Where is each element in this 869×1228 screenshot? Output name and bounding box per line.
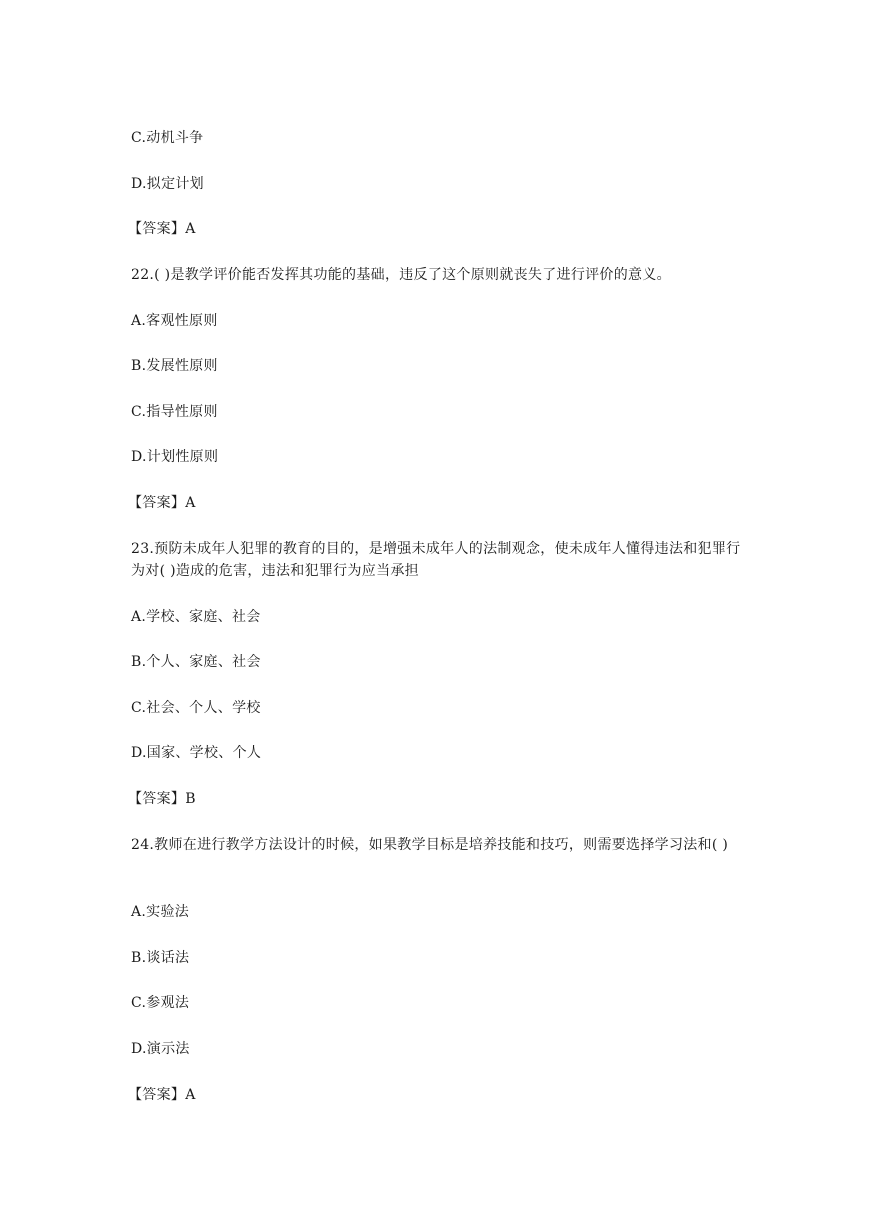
question-23-stem: 23.预防未成年人犯罪的教育的目的，是增强未成年人的法制观念，使未成年人懂得违法和犯罪行为对( )造成的危害，违法和犯罪行为应当承担 <box>131 541 741 579</box>
answer-line: 【答案】A <box>128 221 196 237</box>
q24-option-a: A.实验法 <box>131 904 190 920</box>
question-22-stem: 22.( )是教学评价能否发挥其功能的基础，违反了这个原则就丧失了进行评价的意义。 <box>131 267 671 283</box>
question-24-stem: 24.教师在进行教学方法设计的时候，如果教学目标是培养技能和技巧，则需要选择学习法和( ) <box>131 837 729 853</box>
q23-option-c: C.社会、个人、学校 <box>131 700 261 716</box>
q22-option-b: B.发展性原则 <box>131 358 218 374</box>
q24-option-b: B.谈话法 <box>131 950 190 966</box>
q24-option-c: C.参观法 <box>131 995 190 1011</box>
q23-option-d: D.国家、学校、个人 <box>131 745 262 761</box>
q24-option-d: D.演示法 <box>131 1041 190 1057</box>
q23-option-b: B.个人、家庭、社会 <box>131 654 261 670</box>
q22-option-d: D.计划性原则 <box>131 449 219 465</box>
q23-option-a: A.学校、家庭、社会 <box>131 609 261 625</box>
q22-option-a: A.客观性原则 <box>131 313 218 329</box>
option-c: C.动机斗争 <box>131 130 204 146</box>
q22-answer: 【答案】A <box>128 495 196 511</box>
option-d: D.拟定计划 <box>131 176 204 192</box>
q23-answer: 【答案】B <box>128 791 196 807</box>
q22-option-c: C.指导性原则 <box>131 404 218 420</box>
q24-answer: 【答案】A <box>128 1087 196 1103</box>
